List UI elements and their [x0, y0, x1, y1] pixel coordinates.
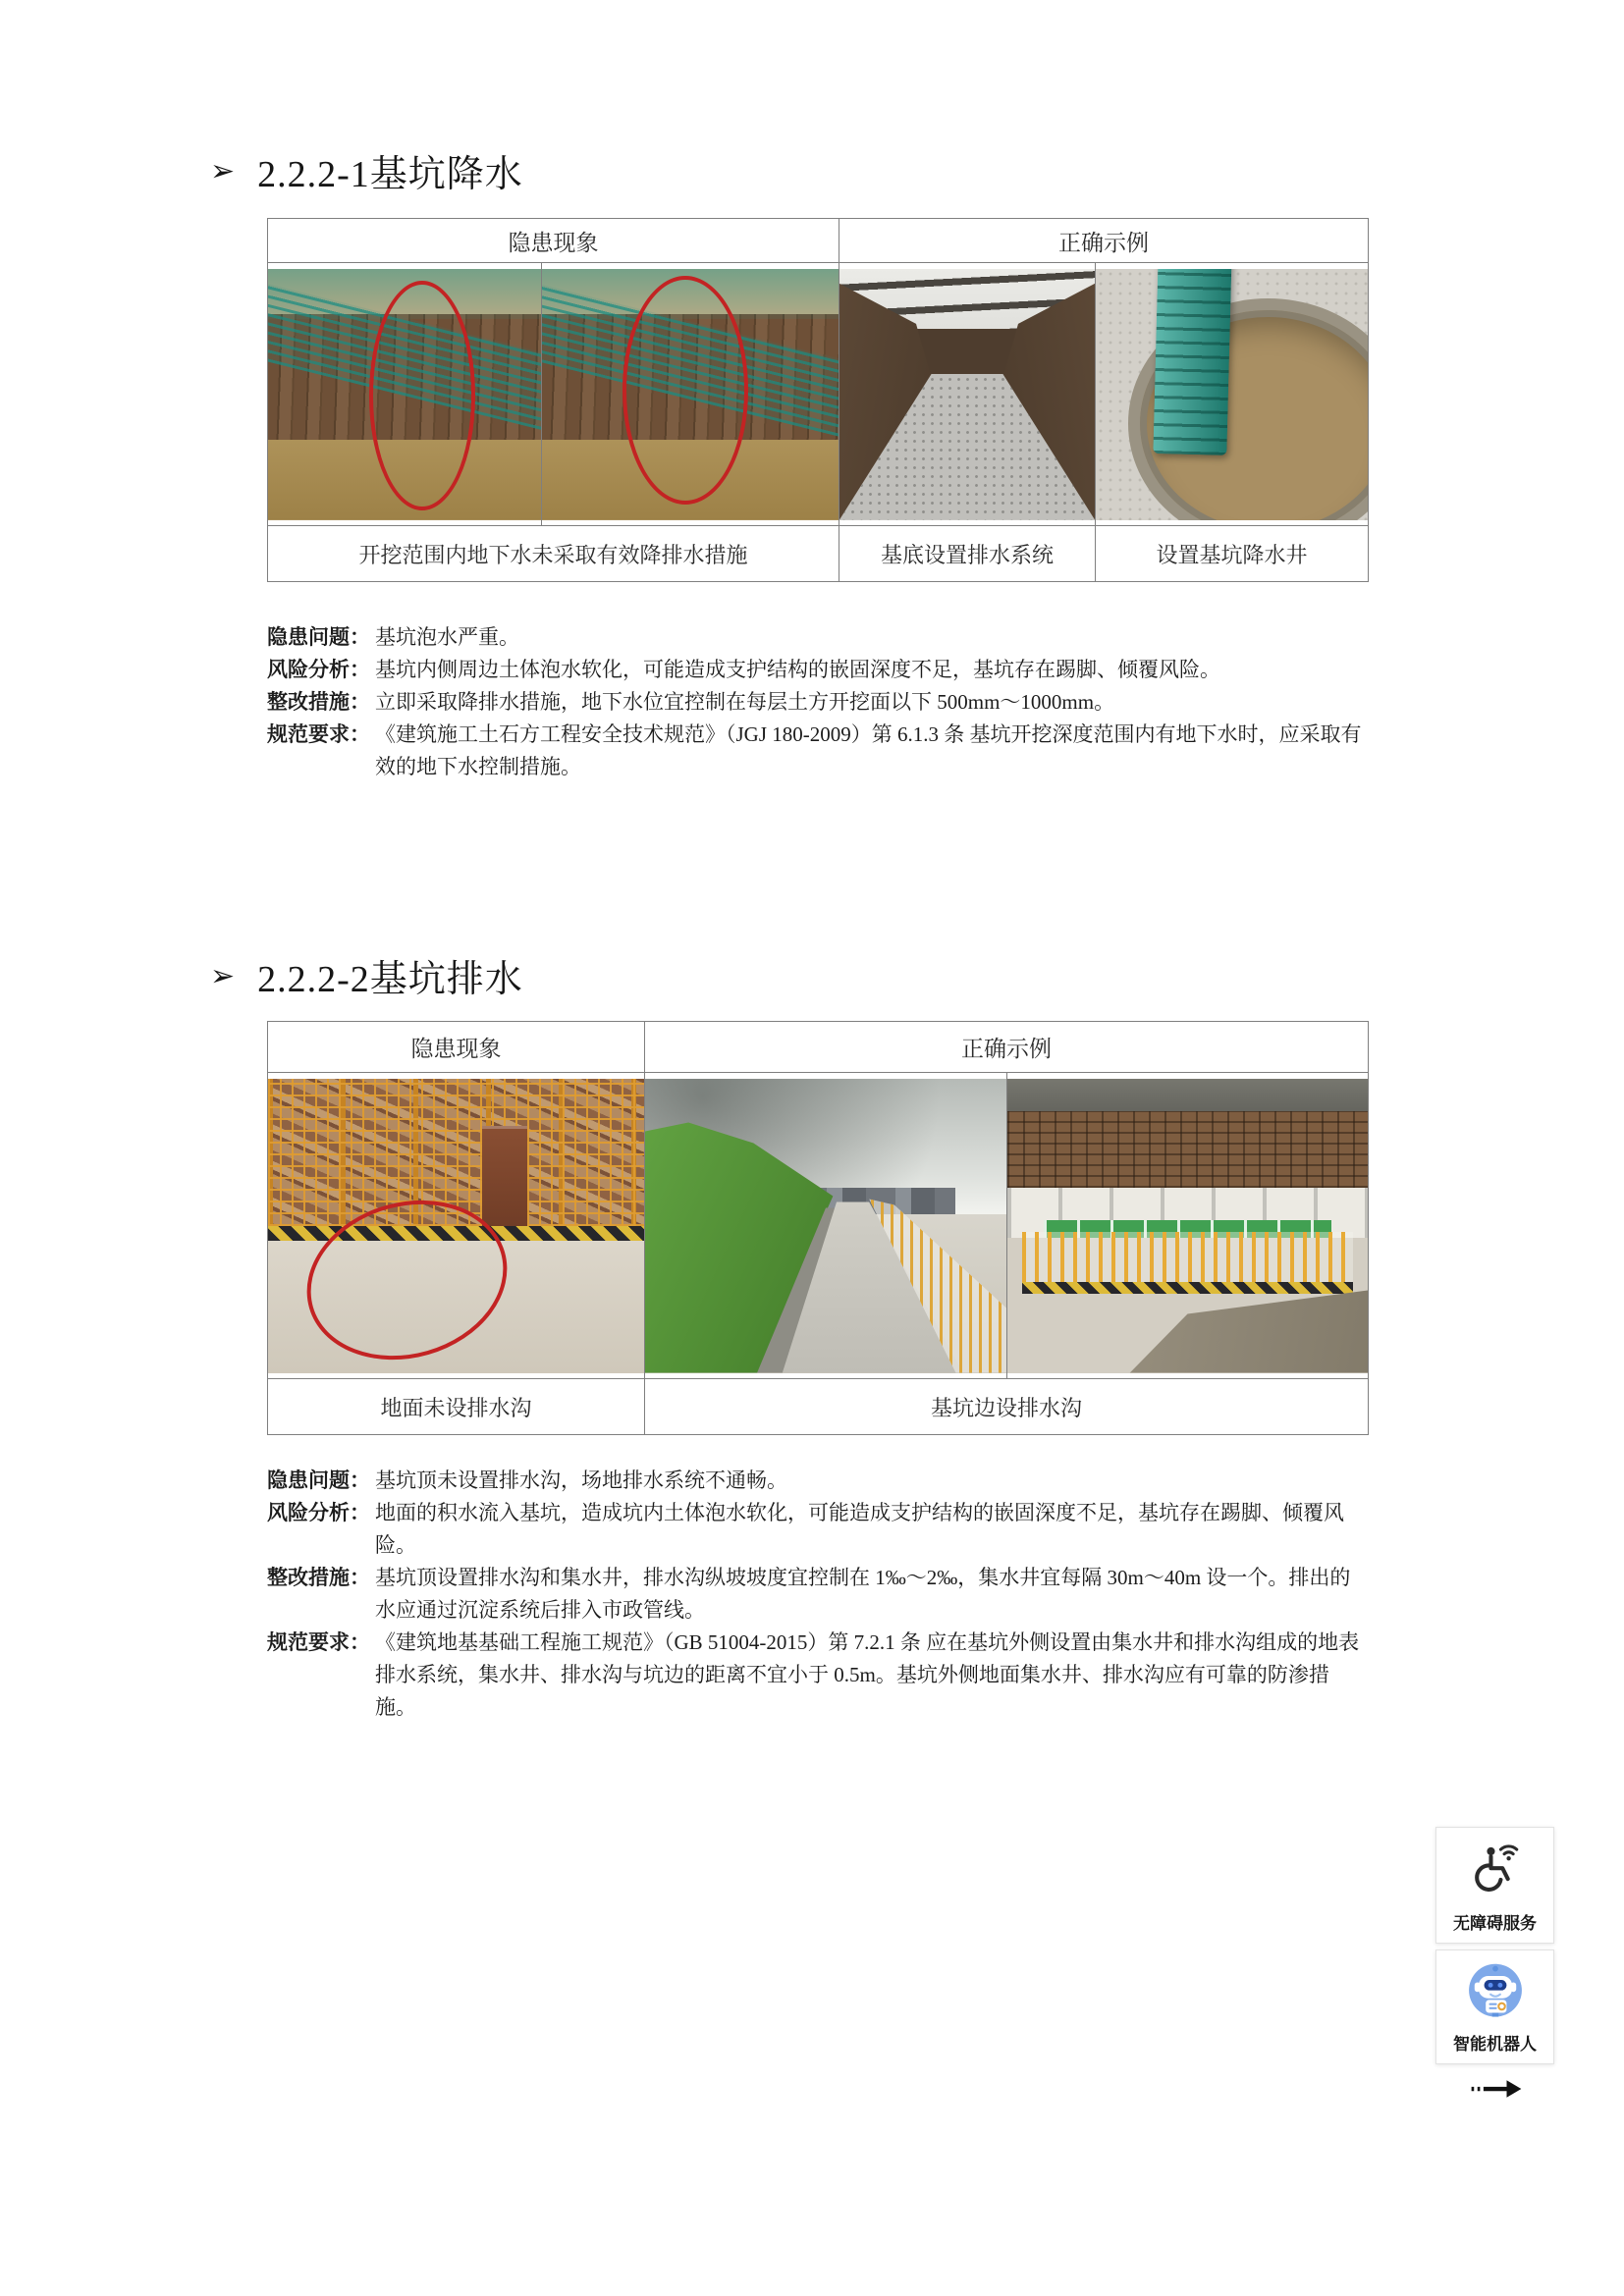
photo-flooded-pit-1 [268, 269, 541, 520]
photo-base-drainage-trench [839, 269, 1095, 520]
timber-lattice-facade [1007, 1111, 1368, 1188]
detail-row [267, 719, 1369, 783]
smart-robot-label: 智能机器人 [1453, 2035, 1537, 2054]
column-header-correct-2: 正确示例 [645, 1022, 1369, 1073]
detail-block-2 [267, 1465, 1369, 1724]
detail-label: 隐患问题： [267, 625, 370, 649]
accessibility-service-label: 无障碍服务 [1453, 1914, 1537, 1933]
photo-fenced-pit-edge [1007, 1079, 1368, 1373]
arrow-bullet-icon: ➢ [210, 959, 237, 992]
detail-label: 风险分析： [267, 1501, 370, 1524]
hazard-example-table-2 [267, 1021, 1369, 1435]
detail-label: 隐患问题： [267, 1468, 370, 1492]
photo-slope-drainage-road [645, 1079, 1006, 1373]
detail-row [267, 686, 1369, 719]
section-title-2 [210, 948, 523, 1002]
robot-icon [1465, 1958, 1526, 2024]
detail-text: 立即采取降排水措施，地下水位宜控制在每层土方开挖面以下 500mm～1000mm。 [375, 690, 1115, 714]
section-title-1 [210, 143, 523, 197]
hazard-stripe [1022, 1282, 1354, 1294]
red-ellipse-annotation [623, 276, 749, 505]
detail-text: 《建筑地基基础工程施工规范》（GB 51004-2015）第 7.2.1 条 应在基坑外侧设置由集水井和排水沟组成的地表排水系统，集水井、排水沟与坑边的距离不宜小于 0.5m。基坑外侧地面集水井、排水沟应有可靠的防渗措施。 [375, 1630, 1360, 1719]
section-title-2-text: 2.2.2-2基坑排水 [257, 959, 523, 1000]
photo-dewatering-well [1096, 269, 1368, 520]
detail-row [267, 654, 1369, 686]
caption-correct-1b: 设置基坑降水井 [1096, 526, 1369, 582]
arrow-bullet-icon: ➢ [210, 154, 237, 187]
accessibility-service-button[interactable] [1435, 1827, 1554, 1944]
detail-row [267, 1627, 1369, 1724]
detail-label: 整改措施： [267, 690, 370, 714]
caption-correct-2: 基坑边设排水沟 [645, 1379, 1369, 1435]
caption-hazard-2: 地面未设排水沟 [268, 1379, 645, 1435]
detail-label: 规范要求： [267, 1630, 370, 1654]
dashed-right-arrow-icon[interactable] [1469, 2073, 1524, 2105]
caption-correct-1a: 基底设置排水系统 [839, 526, 1096, 582]
detail-text: 《建筑施工土石方工程安全技术规范》（JGJ 180-2009）第 6.1.3 条 基坑开挖深度范围内有地下水时，应采取有效的地下水控制措施。 [375, 722, 1362, 778]
photo-flooded-pit-2 [542, 269, 839, 520]
detail-row [267, 1497, 1369, 1562]
wheelchair-wifi-icon [1467, 1842, 1524, 1903]
detail-row [267, 621, 1369, 654]
site-booth [482, 1126, 527, 1232]
detail-text: 基坑顶设置排水沟和集水井，排水沟纵坡坡度宜控制在 1‰～2‰，集水井宜每隔 30m～40m 设一个。排出的水应通过沉淀系统后排入市政管线。 [375, 1566, 1351, 1622]
detail-block-1 [267, 621, 1369, 783]
column-header-hazard-1: 隐患现象 [268, 219, 839, 263]
detail-label: 规范要求： [267, 722, 370, 746]
detail-text: 地面的积水流入基坑，造成坑内土体泡水软化，可能造成支护结构的嵌固深度不足，基坑存在踢脚、倾覆风险。 [375, 1501, 1344, 1557]
column-header-correct-1: 正确示例 [839, 219, 1369, 263]
caption-hazard-1: 开挖范围内地下水未采取有效降排水措施 [268, 526, 839, 582]
smart-robot-button[interactable] [1435, 1949, 1554, 2064]
detail-label: 风险分析： [267, 658, 370, 681]
detail-text: 基坑内侧周边土体泡水软化，可能造成支护结构的嵌固深度不足，基坑存在踢脚、倾覆风险。 [375, 658, 1220, 681]
detail-text: 基坑泡水严重。 [375, 625, 519, 649]
red-ellipse-annotation [369, 281, 475, 509]
section-title-1-text: 2.2.2-1基坑降水 [257, 154, 523, 195]
detail-row [267, 1465, 1369, 1497]
wrapped-well-pipe [1153, 269, 1231, 455]
photo-no-drainage-ditch [268, 1079, 644, 1373]
hazard-example-table-1 [267, 218, 1369, 582]
detail-label: 整改措施： [267, 1566, 370, 1589]
detail-row [267, 1562, 1369, 1627]
detail-text: 基坑顶未设置排水沟，场地排水系统不通畅。 [375, 1468, 787, 1492]
column-header-hazard-2: 隐患现象 [268, 1022, 645, 1073]
